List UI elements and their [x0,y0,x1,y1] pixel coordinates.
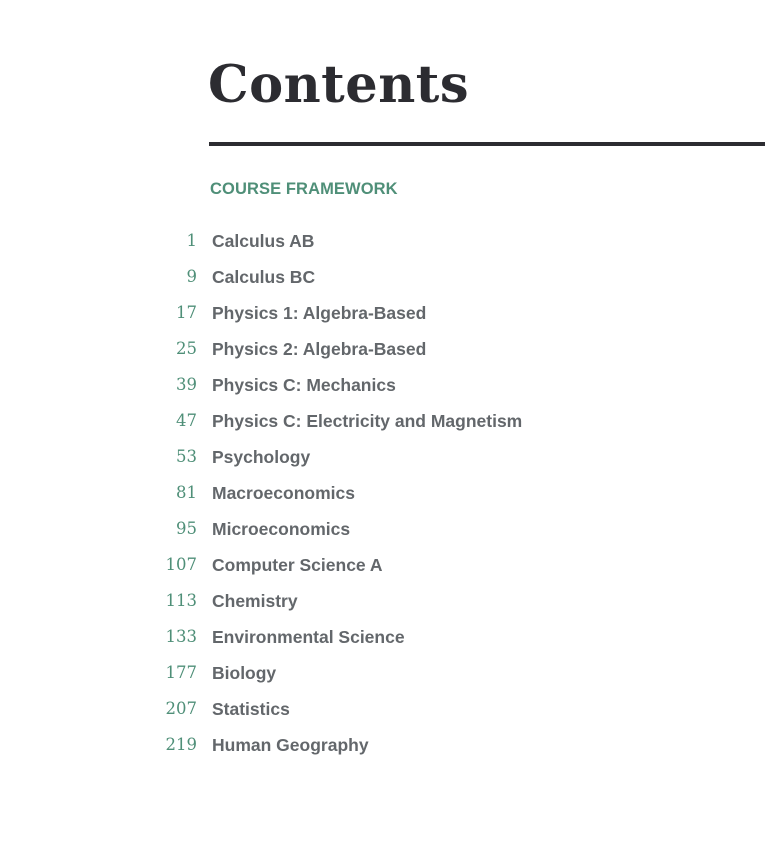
toc-entry-human-geography[interactable] [0,726,767,762]
toc-page-number: 219 [165,735,197,754]
toc-entry-statistics[interactable] [0,690,767,726]
toc-entry-label: Psychology [212,447,311,467]
toc-entry-label: Statistics [212,699,290,719]
toc-entry-label: Chemistry [212,591,298,611]
toc-page-number: 25 [176,339,197,358]
toc-entry-microeconomics[interactable] [0,510,767,546]
toc-entry-psychology[interactable] [0,438,767,474]
toc-page-number: 9 [186,267,197,286]
toc-entry-physics-1[interactable] [0,294,767,330]
toc-entry-biology[interactable] [0,654,767,690]
toc-page-number: 17 [176,303,197,322]
toc-entry-macroeconomics[interactable] [0,474,767,510]
toc-entry-label: Physics C: Electricity and Magnetism [212,411,523,431]
toc-entry-label: Macroeconomics [212,483,355,503]
toc-page-number: 39 [176,375,197,394]
toc-entry-label: Calculus BC [212,267,316,287]
toc-page-number: 177 [165,663,197,682]
toc-entry-label: Physics 2: Algebra-Based [212,339,427,359]
toc-entry-label: Computer Science A [212,555,383,575]
toc-entry-label: Calculus AB [212,231,315,251]
section-heading: COURSE FRAMEWORK [210,180,398,198]
toc-entry-physics-c-em[interactable] [0,402,767,438]
toc-entry-computer-science-a[interactable] [0,546,767,582]
toc-page-number: 95 [176,519,197,538]
toc-page-number: 207 [165,699,197,718]
toc-page-number: 81 [176,483,197,502]
toc-entry-label: Biology [212,663,277,683]
toc-entry-label: Microeconomics [212,519,351,539]
toc-entry-environmental-science[interactable] [0,618,767,654]
toc-entry-label: Environmental Science [212,627,405,647]
toc-page-number: 1 [186,231,197,250]
table-of-contents [0,222,767,762]
toc-entry-calculus-ab[interactable] [0,222,767,258]
toc-page-number: 47 [176,411,197,430]
toc-entry-physics-c-mechanics[interactable] [0,366,767,402]
page-title: Contents [208,55,470,115]
toc-entry-chemistry[interactable] [0,582,767,618]
toc-entry-calculus-bc[interactable] [0,258,767,294]
toc-page-number: 133 [165,627,197,646]
toc-entry-label: Physics 1: Algebra-Based [212,303,427,323]
toc-entry-label: Physics C: Mechanics [212,375,396,395]
toc-entry-physics-2[interactable] [0,330,767,366]
toc-entry-label: Human Geography [212,735,369,755]
toc-page-number: 113 [165,591,197,610]
title-divider [209,142,765,146]
toc-page-number: 107 [165,555,197,574]
toc-page-number: 53 [176,447,197,466]
